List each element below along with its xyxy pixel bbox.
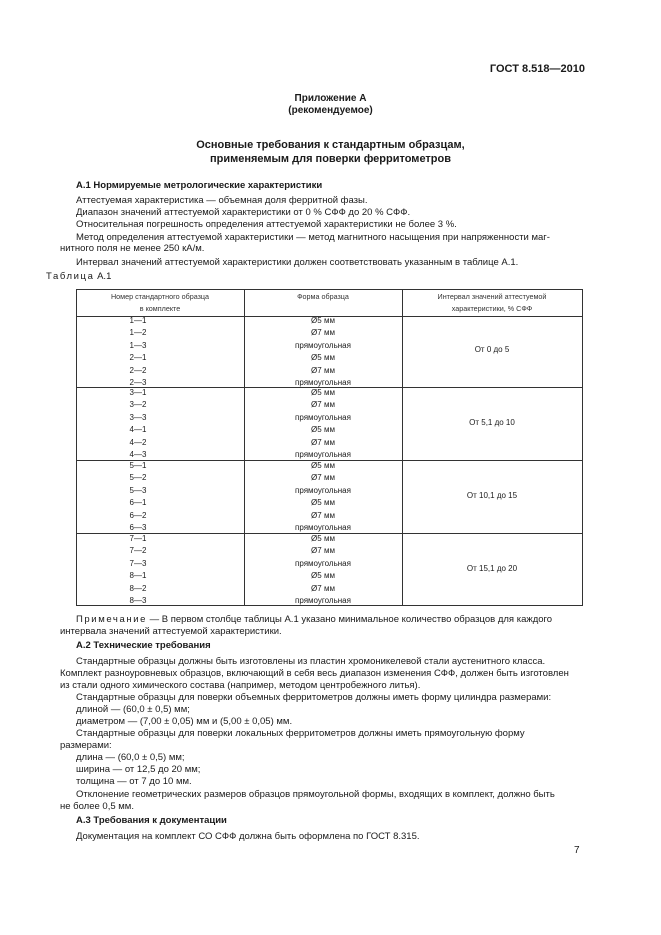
section-a1-heading: А.1 Нормируемые метрологические характеристики [76, 180, 323, 191]
table-header-form [244, 291, 402, 303]
sample-number: 5—1 [129, 461, 147, 470]
annex-subtitle: (рекомендуемое) [288, 105, 373, 116]
sample-form: прямоугольная [295, 596, 351, 606]
table-note [76, 614, 583, 626]
note-text: — В первом столбце таблицы А.1 указано минимальное количество образцов для каждого [147, 614, 553, 625]
group4-interval: От 15,1 до 20 [466, 564, 518, 573]
sample-form: прямоугольная [295, 485, 351, 495]
sample-form: прямоугольная [295, 412, 351, 422]
sample-number: 7—3 [129, 558, 147, 568]
sample-number: 2—1 [129, 353, 147, 363]
group2-interval: От 5,1 до 10 [469, 418, 515, 427]
group4-numbers [76, 533, 200, 607]
header-line: Номер стандартного образца [110, 292, 210, 301]
a3-text: Документация на комплект СО СФФ должна быть оформлена по ГОСТ 8.315. [76, 831, 420, 842]
sample-number: 2—3 [129, 378, 147, 388]
a2-p1-line3: из стали одного химического состава (например, методом центробежного литья). [60, 680, 421, 691]
a1-line: Относительная погрешность определения аттестуемой характеристики не более 3 %. [76, 219, 457, 231]
sample-form: Ø7 мм [311, 583, 335, 593]
a1-line-continued: нитного поля не менее 250 кА/м. [60, 243, 205, 254]
a2-p3-line2: размерами: [60, 740, 112, 751]
sample-number: 3—3 [129, 412, 147, 422]
sample-form: Ø7 мм [311, 437, 335, 447]
sample-number: 4—1 [129, 425, 147, 435]
sample-form: Ø5 мм [311, 353, 335, 363]
sample-form: Ø5 мм [311, 498, 335, 508]
sample-number: 6—2 [129, 510, 147, 520]
sample-number: 7—1 [129, 534, 147, 543]
sample-form: Ø7 мм [311, 546, 335, 556]
a1-line: Аттестуемая характеристика — объемная доля ферритной фазы. [76, 195, 368, 206]
sample-number: 3—1 [129, 388, 147, 397]
a2-p2-item: диаметром — (7,00 ± 0,05) мм и (5,00 ± 0,05) мм. [76, 716, 293, 727]
table-header-number [76, 291, 244, 315]
group4-forms [244, 533, 402, 607]
main-title-line1: Основные требования к стандартным образцам, [196, 139, 465, 151]
sample-number: 4—3 [129, 450, 147, 460]
sample-form: прямоугольная [295, 340, 351, 350]
group1-forms [244, 315, 402, 389]
standard-number: ГОСТ 8.518—2010 [489, 63, 585, 75]
sample-number: 8—1 [129, 571, 147, 581]
a2-p1-line2: Комплект разноуровневых образцов, включающий в себя весь диапазон изменения СФФ, должен быть изготовлен [60, 668, 569, 679]
a2-p3-line1: Стандартные образцы для поверки локальных ферритометров должны иметь прямоугольную форму [76, 728, 525, 739]
a1-line: Интервал значений аттестуемой характеристики должен соответствовать указанным в таблице А.1. [76, 257, 519, 268]
group1-interval: От 0 до 5 [474, 345, 510, 354]
section-a2-heading: А.2 Технические требования [76, 640, 211, 651]
sample-form: Ø7 мм [311, 328, 335, 338]
sample-form: Ø5 мм [311, 571, 335, 581]
sample-form: Ø5 мм [311, 388, 335, 397]
sample-number: 1—3 [129, 340, 147, 350]
sample-number: 1—1 [129, 316, 147, 325]
sample-number: 6—1 [129, 498, 147, 508]
group3-numbers [76, 460, 200, 534]
sample-number: 4—2 [129, 437, 147, 447]
group2-forms [244, 387, 402, 461]
group1-numbers [76, 315, 200, 389]
a2-p2-item: длиной — (60,0 ± 0,5) мм; [76, 704, 190, 715]
table-caption-number: А.1 [97, 271, 112, 282]
group3-forms [244, 460, 402, 534]
annex-title: Приложение А [294, 93, 367, 104]
sample-number: 5—2 [129, 473, 147, 483]
sample-form: прямоугольная [295, 558, 351, 568]
sample-number: 6—3 [129, 523, 147, 533]
a2-p4-line2: не более 0,5 мм. [60, 801, 134, 812]
table-caption-word: Таблица [46, 271, 95, 282]
sample-form: Ø5 мм [311, 425, 335, 435]
a2-p1-line1: Стандартные образцы должны быть изготовлены из пластин хромоникелевой стали аустенитного класса. [76, 656, 546, 667]
table-header-interval [402, 291, 582, 315]
a1-line: Метод определения аттестуемой характеристики — метод магнитного насыщения при напряженности маг- [76, 231, 550, 243]
header-line: Форма образца [297, 292, 349, 301]
sample-form: Ø7 мм [311, 510, 335, 520]
a2-p3-item: длина — (60,0 ± 0,5) мм; [76, 752, 185, 763]
a1-line: Диапазон значений аттестуемой характеристики от 0 % СФФ до 20 % СФФ. [76, 207, 411, 219]
sample-number: 1—2 [129, 328, 147, 338]
sample-number: 3—2 [129, 400, 147, 410]
note-text-continued: интервала значений аттестуемой характеристики. [60, 626, 282, 637]
table-a1 [76, 289, 583, 606]
sample-form: прямоугольная [295, 450, 351, 460]
annex-heading [60, 93, 601, 117]
sample-number: 8—2 [129, 583, 147, 593]
main-title [60, 139, 601, 166]
sample-form: Ø5 мм [311, 316, 335, 325]
sample-number: 7—2 [129, 546, 147, 556]
header-line: Интервал значений аттестуемой [437, 292, 547, 301]
note-label: Примечание [76, 614, 147, 625]
sample-form: прямоугольная [295, 378, 351, 388]
a2-p3-item: толщина — от 7 до 10 мм. [76, 776, 192, 787]
a2-p2: Стандартные образцы для поверки объемных ферритометров должны иметь форму цилиндра размерами: [76, 692, 552, 703]
a2-p3-item: ширина — от 12,5 до 20 мм; [76, 764, 201, 775]
main-title-line2: применяемым для поверки ферритометров [209, 152, 452, 165]
group3-interval: От 10,1 до 15 [466, 491, 518, 500]
sample-form: прямоугольная [295, 523, 351, 533]
group2-numbers [76, 387, 200, 461]
sample-number: 5—3 [129, 485, 147, 495]
sample-form: Ø7 мм [311, 473, 335, 483]
header-line: характеристики, % СФФ [451, 304, 533, 313]
header-line: в комплекте [139, 304, 181, 313]
sample-form: Ø7 мм [311, 400, 335, 410]
section-a3-heading: А.3 Требования к документации [76, 815, 227, 826]
sample-form: Ø5 мм [311, 534, 335, 543]
table-caption [46, 271, 111, 283]
sample-form: Ø7 мм [311, 365, 335, 375]
page-number: 7 [574, 845, 580, 856]
sample-form: Ø5 мм [311, 461, 335, 470]
section-a1-body [76, 195, 583, 244]
sample-number: 2—2 [129, 365, 147, 375]
sample-number: 8—3 [129, 596, 147, 606]
a2-p4-line1: Отклонение геометрических размеров образцов прямоугольной формы, входящих в комплект, должно быть [76, 789, 555, 800]
